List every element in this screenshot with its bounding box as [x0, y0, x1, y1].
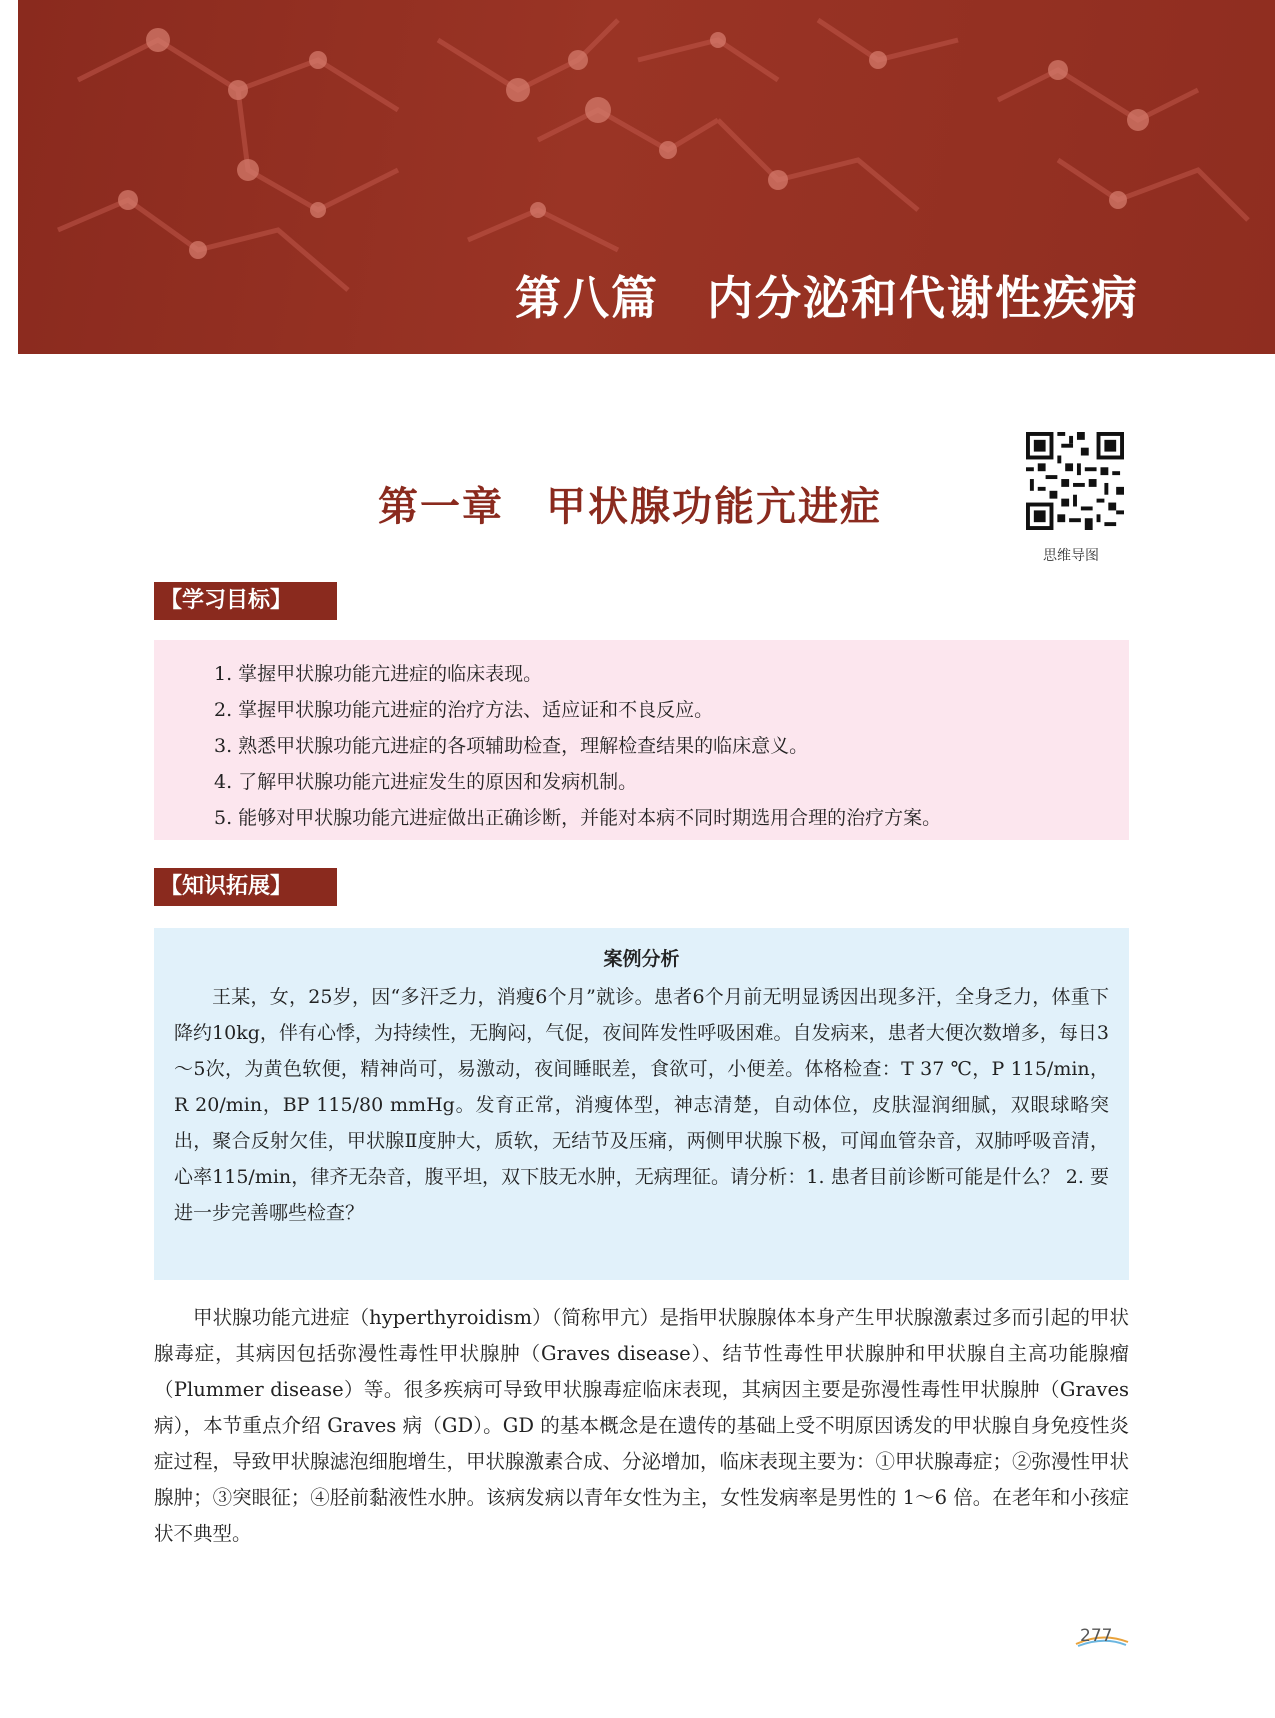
- chapter-title: 第一章 甲状腺功能亢进症: [378, 483, 882, 530]
- qr-code-icon[interactable]: [1026, 432, 1124, 530]
- case-title: 案例分析: [603, 948, 680, 970]
- learning-goal-item: 1. 掌握甲状腺功能亢进症的临床表现。: [214, 663, 543, 685]
- part-banner: [18, 0, 1275, 354]
- case-text: 王某，女，25岁，因“多汗乏力，消瘦6个月”就诊。患者6个月前无明显诱因出现多汗，全身乏力，体重下降约10kg，伴有心悸，为持续性，无胸闷，气促，夜间阵发性呼吸困难。自发病来，患者大便次数增多，每日3～5次，为黄色软便，精神尚可，易激动，夜间睡眠差，食欲可，小便差。体格检查：T 37 ℃，P 115/min，R 20/min，BP 115/80 mmHg。发育正常，消瘦体型，神志清楚，自动体位，皮肤湿润细腻，双眼球略突出，聚合反射欠佳，甲状腺Ⅱ度肿大，质软，无结节及压痛，两侧甲状腺下极，可闻血管杂音，双肺呼吸音清，心率115/min，律齐无杂音，腹平坦，双下肢无水肿，无病理征。请分析：1. 患者目前诊断可能是什么？ 2. 要进一步完善哪些检查？: [174, 986, 1109, 1224]
- learning-goals-box: [154, 640, 1129, 840]
- page-number: 277: [1080, 1626, 1113, 1646]
- body-paragraph: 甲状腺功能亢进症（hyperthyroidism）（简称甲亢）是指甲状腺腺体本身产生甲状腺激素过多而引起的甲状腺毒症，其病因包括弥漫性毒性甲状腺肿（Graves disease）、结节性毒性甲状腺肿和甲状腺自主高功能腺瘤（Plummer disease）等。很多疾病可导致甲状腺毒症临床表现，其病因主要是弥漫性毒性甲状腺肿（Graves 病），本节重点介绍 Graves 病（GD）。GD 的基本概念是在遗传的基础上受不明原因诱发的甲状腺自身免疫性炎症过程，导致甲状腺滤泡细胞增生，甲状腺激素合成、分泌增加，临床表现主要为：①甲状腺毒症；②弥漫性甲状腺肿；③突眼征；④胫前黏液性水肿。该病发病以青年女性为主，女性发病率是男性的 1～6 倍。在老年和小孩症状不典型。: [154, 1306, 1130, 1545]
- learning-goals-header: 【学习目标】: [154, 582, 337, 620]
- learning-goal-item: 4. 了解甲状腺功能亢进症发生的原因和发病机制。: [214, 771, 638, 793]
- learning-goal-item: 2. 掌握甲状腺功能亢进症的治疗方法、适应证和不良反应。: [214, 699, 714, 721]
- part-title: 第八篇 内分泌和代谢性疾病: [515, 271, 1139, 325]
- knowledge-header: 【知识拓展】: [154, 868, 337, 906]
- qr-label: 思维导图: [1043, 548, 1099, 564]
- case-analysis-box: [154, 928, 1129, 1280]
- learning-goal-item: 5. 能够对甲状腺功能亢进症做出正确诊断，并能对本病不同时期选用合理的治疗方案。: [214, 807, 942, 829]
- learning-goal-item: 3. 熟悉甲状腺功能亢进症的各项辅助检查，理解检查结果的临床意义。: [214, 735, 809, 757]
